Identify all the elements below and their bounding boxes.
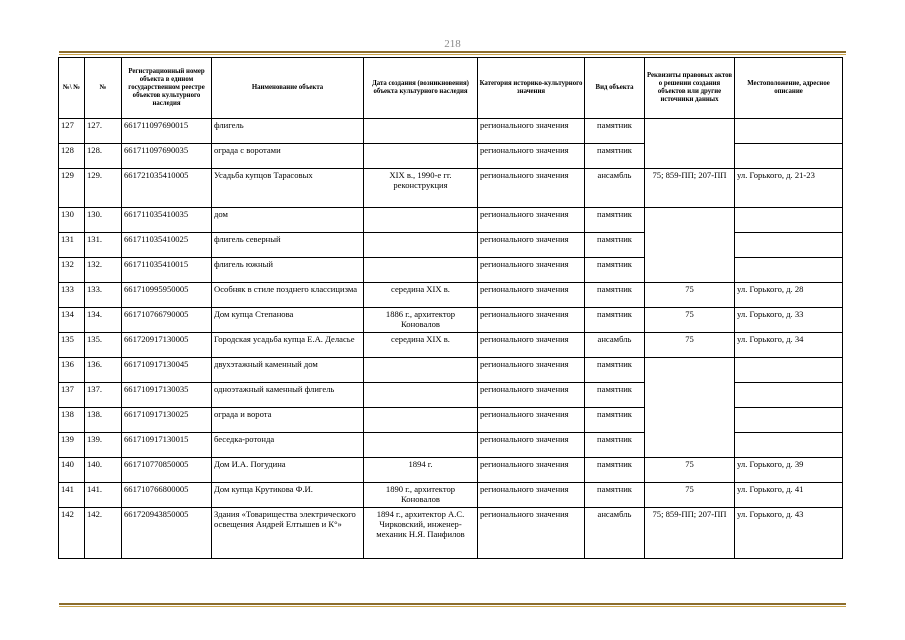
object-name: одноэтажный каменный флигель [212, 383, 364, 408]
object-name: флигель северный [212, 233, 364, 258]
header-registration-number: Регистрационный номер объекта в едином государственном реестре объектов культурного наследия [122, 58, 212, 119]
creation-date [364, 433, 478, 458]
category: регионального значения [478, 483, 585, 508]
heritage-registry-table [58, 57, 843, 559]
object-name: ограда с воротами [212, 144, 364, 169]
page-number: 218 [444, 38, 461, 50]
table-row [59, 208, 843, 233]
table-row [59, 508, 843, 559]
object-type: памятник [585, 308, 645, 333]
table-row [59, 283, 843, 308]
header-object-type: Вид объекта [585, 58, 645, 119]
location: ул. Горького, д. 21-23 [735, 169, 843, 208]
creation-date [364, 383, 478, 408]
object-name: двухэтажный каменный дом [212, 358, 364, 383]
category: регионального значения [478, 383, 585, 408]
category: регионального значения [478, 408, 585, 433]
legal-acts: 75 [645, 308, 735, 333]
row-number: 133. [85, 283, 122, 308]
creation-date [364, 358, 478, 383]
legal-acts: 75 [645, 283, 735, 308]
footer-divider [59, 603, 846, 607]
location [735, 258, 843, 283]
row-index: 142 [59, 508, 85, 559]
row-number: 141. [85, 483, 122, 508]
registration-number: 661710917130015 [122, 433, 212, 458]
registration-number: 661710917130035 [122, 383, 212, 408]
category: регионального значения [478, 333, 585, 358]
legal-acts: 75 [645, 458, 735, 483]
object-type: памятник [585, 283, 645, 308]
location: ул. Горького, д. 41 [735, 483, 843, 508]
row-number: 142. [85, 508, 122, 559]
object-name: флигель южный [212, 258, 364, 283]
registration-number: 661720917130005 [122, 333, 212, 358]
creation-date [364, 258, 478, 283]
header-object-name: Наименование объекта [212, 58, 364, 119]
creation-date: 1890 г., архитектор Коновалов [364, 483, 478, 508]
row-number: 129. [85, 169, 122, 208]
category: регионального значения [478, 208, 585, 233]
creation-date: середина XIX в. [364, 333, 478, 358]
creation-date: 1894 г., архитектор А.С. Чирковский, инженер-механик Н.Я. Панфилов [364, 508, 478, 559]
row-index: 128 [59, 144, 85, 169]
object-type: памятник [585, 208, 645, 233]
legal-acts-empty-group [645, 208, 735, 283]
table-row [59, 483, 843, 508]
object-name: Особняк в стиле позднего классицизма [212, 283, 364, 308]
table-body [59, 119, 843, 559]
row-number: 138. [85, 408, 122, 433]
row-number: 139. [85, 433, 122, 458]
row-index: 140 [59, 458, 85, 483]
location [735, 233, 843, 258]
table-row [59, 308, 843, 333]
table-row [59, 333, 843, 358]
location: ул. Горького, д. 39 [735, 458, 843, 483]
row-index: 130 [59, 208, 85, 233]
object-type: ансамбль [585, 169, 645, 208]
registration-number: 661711035410015 [122, 258, 212, 283]
registration-number: 661720943850005 [122, 508, 212, 559]
table-row [59, 169, 843, 208]
row-number: 131. [85, 233, 122, 258]
registration-number: 661711097690015 [122, 119, 212, 144]
legal-acts-empty-group [645, 119, 735, 169]
category: регионального значения [478, 458, 585, 483]
legal-acts: 75 [645, 483, 735, 508]
object-type: памятник [585, 358, 645, 383]
object-name: беседка-ротонда [212, 433, 364, 458]
row-number: 136. [85, 358, 122, 383]
location [735, 433, 843, 458]
row-number: 135. [85, 333, 122, 358]
creation-date: 1886 г., архитектор Коновалов [364, 308, 478, 333]
row-index: 134 [59, 308, 85, 333]
creation-date [364, 208, 478, 233]
location: ул. Горького, д. 33 [735, 308, 843, 333]
object-name: дом [212, 208, 364, 233]
creation-date [364, 233, 478, 258]
row-index: 132 [59, 258, 85, 283]
registration-number: 661711035410025 [122, 233, 212, 258]
registration-number: 661711035410035 [122, 208, 212, 233]
header-category: Категория историко-культурного значения [478, 58, 585, 119]
object-type: памятник [585, 483, 645, 508]
table-header-row [59, 58, 843, 119]
row-number: 132. [85, 258, 122, 283]
creation-date: XIX в., 1990-е гг. реконструкция [364, 169, 478, 208]
object-type: ансамбль [585, 333, 645, 358]
location [735, 383, 843, 408]
row-number: 130. [85, 208, 122, 233]
creation-date [364, 119, 478, 144]
legal-acts: 75 [645, 333, 735, 358]
row-index: 141 [59, 483, 85, 508]
category: регионального значения [478, 508, 585, 559]
row-index: 135 [59, 333, 85, 358]
row-index: 137 [59, 383, 85, 408]
row-number: 137. [85, 383, 122, 408]
row-number: 140. [85, 458, 122, 483]
table-row [59, 458, 843, 483]
object-name: Усадьба купцов Тарасовых [212, 169, 364, 208]
row-number: 128. [85, 144, 122, 169]
registration-number: 661710995950005 [122, 283, 212, 308]
header-location: Местоположение, адресное описание [735, 58, 843, 119]
location [735, 408, 843, 433]
creation-date: 1894 г. [364, 458, 478, 483]
legal-acts: 75; 859-ПП; 207-ПП [645, 169, 735, 208]
category: регионального значения [478, 144, 585, 169]
header-number: № [85, 58, 122, 119]
category: регионального значения [478, 283, 585, 308]
object-type: памятник [585, 233, 645, 258]
header-legal-acts: Реквизиты правовых актов о решении создания объектов или другие источники данных [645, 58, 735, 119]
header-divider [59, 51, 846, 55]
object-type: памятник [585, 383, 645, 408]
registration-number: 661710917130045 [122, 358, 212, 383]
registration-number: 661710917130025 [122, 408, 212, 433]
row-index: 136 [59, 358, 85, 383]
table-row [59, 358, 843, 383]
location [735, 358, 843, 383]
row-index: 138 [59, 408, 85, 433]
row-number: 127. [85, 119, 122, 144]
location: ул. Горького, д. 34 [735, 333, 843, 358]
category: регионального значения [478, 169, 585, 208]
object-name: ограда и ворота [212, 408, 364, 433]
object-type: памятник [585, 258, 645, 283]
registration-number: 661710766790005 [122, 308, 212, 333]
row-number: 134. [85, 308, 122, 333]
category: регионального значения [478, 119, 585, 144]
category: регионального значения [478, 258, 585, 283]
category: регионального значения [478, 308, 585, 333]
object-type: памятник [585, 408, 645, 433]
registration-number: 661711097690035 [122, 144, 212, 169]
object-name: Дом И.А. Погудина [212, 458, 364, 483]
category: регионального значения [478, 433, 585, 458]
object-type: памятник [585, 458, 645, 483]
row-index: 133 [59, 283, 85, 308]
header-row-index: №\ № [59, 58, 85, 119]
creation-date: середина XIX в. [364, 283, 478, 308]
location: ул. Горького, д. 43 [735, 508, 843, 559]
location [735, 208, 843, 233]
row-index: 127 [59, 119, 85, 144]
header-creation-date: Дата создания (возникновения) объекта культурного наследия [364, 58, 478, 119]
creation-date [364, 144, 478, 169]
registration-number: 661710770850005 [122, 458, 212, 483]
object-name: флигель [212, 119, 364, 144]
registration-number: 661721035410005 [122, 169, 212, 208]
creation-date [364, 408, 478, 433]
legal-acts: 75; 859-ПП; 207-ПП [645, 508, 735, 559]
row-index: 139 [59, 433, 85, 458]
object-name: Дом купца Крутикова Ф.И. [212, 483, 364, 508]
category: регионального значения [478, 233, 585, 258]
legal-acts-empty-group [645, 358, 735, 458]
object-name: Здания «Товарищества электрического освещения Андрей Елтышев и К°» [212, 508, 364, 559]
location [735, 119, 843, 144]
object-name: Дом купца Степанова [212, 308, 364, 333]
registration-number: 661710766800005 [122, 483, 212, 508]
location: ул. Горького, д. 28 [735, 283, 843, 308]
location [735, 144, 843, 169]
object-type: памятник [585, 144, 645, 169]
table-row [59, 119, 843, 144]
object-type: памятник [585, 433, 645, 458]
category: регионального значения [478, 358, 585, 383]
object-type: ансамбль [585, 508, 645, 559]
row-index: 129 [59, 169, 85, 208]
row-index: 131 [59, 233, 85, 258]
object-type: памятник [585, 119, 645, 144]
object-name: Городская усадьба купца Е.А. Деласье [212, 333, 364, 358]
